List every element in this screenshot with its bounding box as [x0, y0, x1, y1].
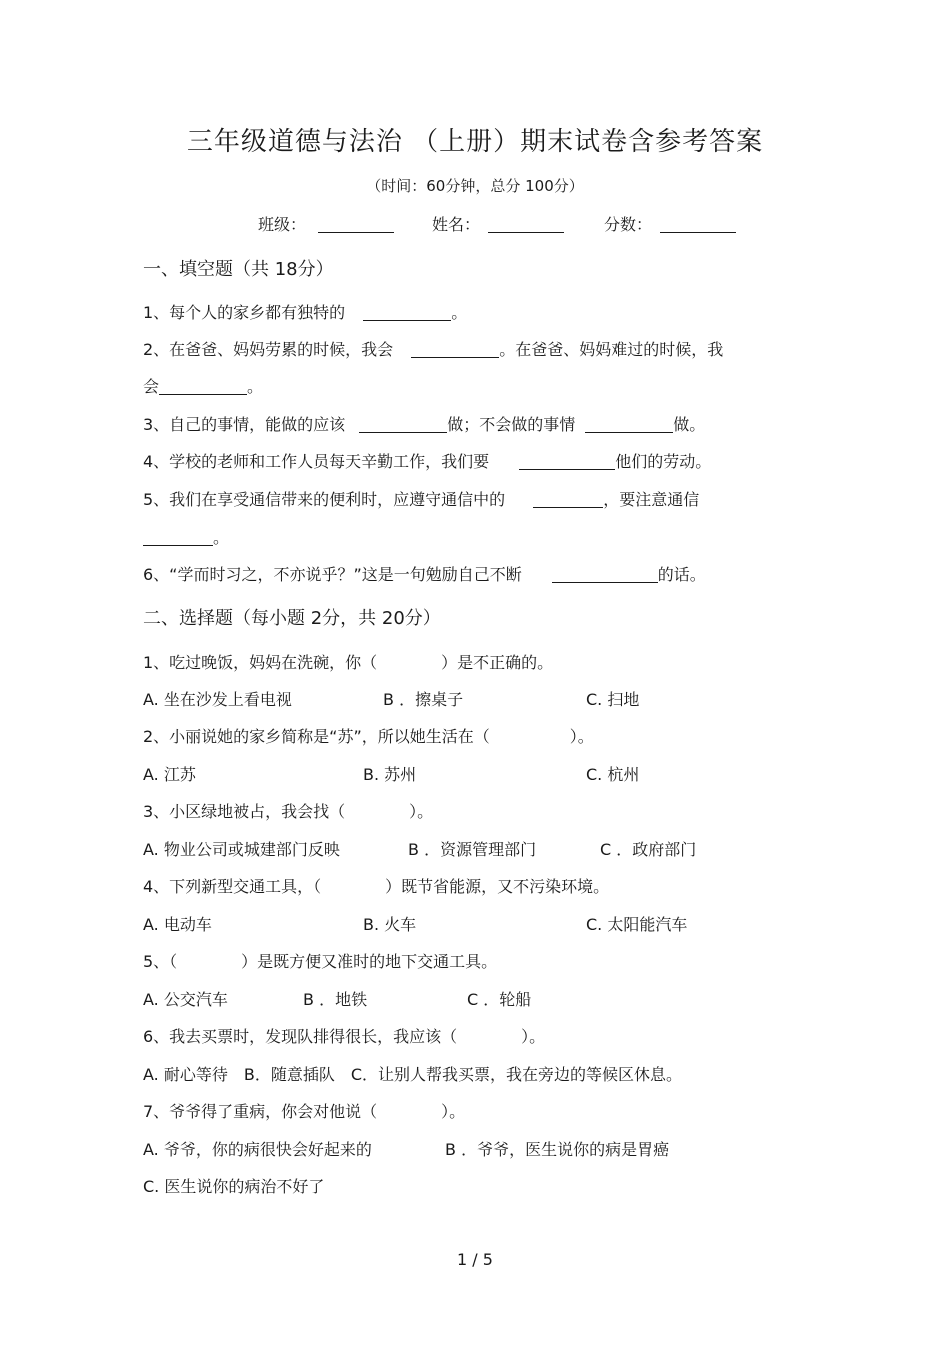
choice-options-2: [143, 762, 843, 784]
choice-question-6: 6、我去买票时，发现队排得很长，我应该（ ）。: [143, 1027, 546, 1046]
choice-options-7: [143, 1137, 843, 1159]
option-c[interactable]: C. 杭州: [586, 765, 640, 784]
option-c[interactable]: C ．轮船: [467, 990, 532, 1009]
score-label: 分数：: [604, 215, 653, 234]
name-field: [432, 212, 564, 235]
option-c[interactable]: C. 扫地: [586, 690, 640, 709]
answer-blank[interactable]: [585, 414, 673, 433]
option-c[interactable]: C. 太阳能汽车: [586, 915, 688, 934]
option-a[interactable]: A. 物业公司或城建部门反映: [143, 840, 340, 859]
page-title: 三年级道德与法治 （上册）期末试卷含参考答案: [186, 127, 764, 157]
choice-question-4: 4、下列新型交通工具，（ ）既节省能源，又不污染环境。: [143, 877, 610, 896]
fill-question-3: 3、自己的事情，能做的应该 做；不会做的事情 做。: [143, 415, 706, 434]
answer-blank[interactable]: [363, 302, 451, 321]
score-field: [604, 212, 736, 235]
option-a[interactable]: A. 坐在沙发上看电视: [143, 690, 292, 709]
option-a[interactable]: A. 爷爷，你的病很快会好起来的: [143, 1140, 372, 1159]
option-c[interactable]: C. 医生说你的病治不好了: [143, 1177, 325, 1196]
fill-question-5: 5、我们在享受通信带来的便利时，应遵守通信中的 ，要注意通信: [143, 490, 700, 509]
choice-options-5: [143, 987, 843, 1009]
exam-time-info: （时间：60分钟，总分 100分）: [366, 177, 584, 195]
class-field: [258, 212, 394, 235]
answer-blank[interactable]: [359, 414, 447, 433]
page-number: 1 / 5: [457, 1250, 493, 1269]
fill-question-2: 2、在爸爸、妈妈劳累的时候，我会 。在爸爸、妈妈难过的时候，我: [143, 340, 724, 359]
answer-blank[interactable]: [552, 564, 658, 583]
fill-question-5-cont: 。: [143, 525, 229, 548]
choice-options-3: [143, 837, 843, 859]
name-blank[interactable]: [488, 214, 564, 233]
option-b[interactable]: B ．地铁: [303, 990, 368, 1009]
answer-blank[interactable]: [519, 451, 615, 470]
choice-options-4: [143, 912, 843, 934]
option-a[interactable]: A. 江苏: [143, 765, 196, 784]
choice-options-1: [143, 687, 843, 709]
fill-question-2-cont: 会 。: [143, 377, 264, 396]
class-blank[interactable]: [318, 214, 394, 233]
choice-question-3: 3、小区绿地被占，我会找（ ）。: [143, 802, 434, 821]
class-label: 班级：: [258, 215, 307, 234]
choice-question-5: 5、（ ）是既方便又准时的地下交通工具。: [143, 952, 498, 971]
option-c[interactable]: C ．政府部门: [600, 840, 697, 859]
option-a[interactable]: A. 公交汽车: [143, 990, 228, 1009]
fill-question-6: 6、“学而时习之，不亦说乎？”这是一句勉励自己不断 的话。: [143, 565, 706, 584]
choice-question-2: 2、小丽说她的家乡简称是“苏”，所以她生活在（ ）。: [143, 727, 594, 746]
option-b[interactable]: B ．擦桌子: [383, 690, 464, 709]
answer-blank[interactable]: [411, 339, 499, 358]
option-a[interactable]: A. 电动车: [143, 915, 212, 934]
name-label: 姓名：: [432, 215, 481, 234]
answer-blank[interactable]: [159, 376, 247, 395]
answer-blank[interactable]: [143, 527, 213, 546]
option-b[interactable]: B ．资源管理部门: [408, 840, 537, 859]
fill-question-4: 4、学校的老师和工作人员每天辛勤工作，我们要 他们的劳动。: [143, 452, 712, 471]
section1-heading: 一、填空题（共 18分）: [143, 259, 334, 280]
option-b[interactable]: B. 苏州: [363, 765, 417, 784]
choice-question-7: 7、爷爷得了重病，你会对他说（ ）。: [143, 1102, 466, 1121]
choice-options-6[interactable]: A. 耐心等待 B．随意插队 C．让别人帮我买票，我在旁边的等候区休息。: [143, 1065, 682, 1084]
option-b[interactable]: B. 火车: [363, 915, 417, 934]
fill-question-1: 1、每个人的家乡都有独特的 。: [143, 303, 468, 322]
score-blank[interactable]: [660, 214, 736, 233]
answer-blank[interactable]: [533, 489, 603, 508]
choice-question-1: 1、吃过晚饭，妈妈在洗碗，你（ ）是不正确的。: [143, 653, 554, 672]
section2-heading: 二、选择题（每小题 2分，共 20分）: [143, 608, 441, 629]
option-b[interactable]: B ．爷爷，医生说你的病是胃癌: [445, 1140, 670, 1159]
